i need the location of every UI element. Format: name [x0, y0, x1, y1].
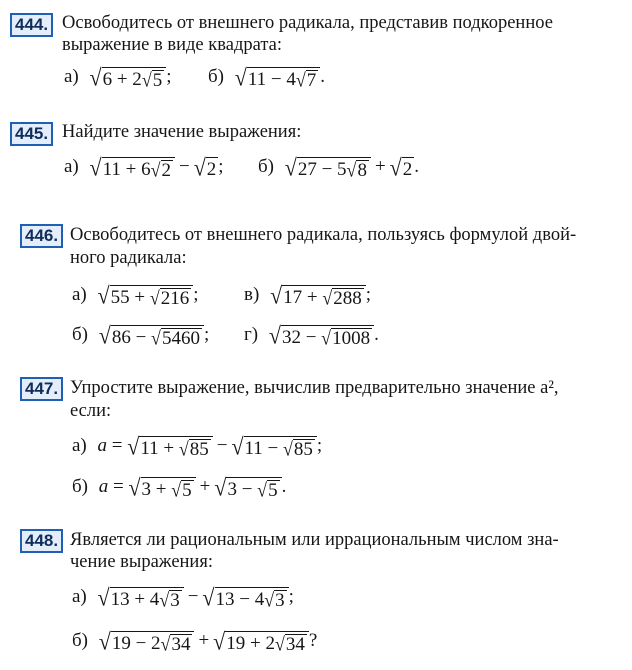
item-a: а) √ 55 + √ 216 ;: [72, 281, 199, 310]
problem-text: если:: [70, 401, 112, 421]
problem-number: 447.: [20, 377, 63, 401]
item-label: б): [72, 324, 88, 345]
item-g: г) √ 32 − √ 1008 .: [244, 321, 379, 350]
item-b: б) √ 86 − √ 5460 ;: [72, 321, 210, 350]
item-label: б): [72, 630, 88, 651]
item-v: в) √ 17 + √ 288 ;: [244, 281, 372, 310]
item-a: а) √ 13 + 4 √ 3 − √ 13 − 4 √ 3 ;: [72, 583, 294, 612]
item-b: б) √ 27 − 5 √ 8 + √ 2 .: [258, 153, 419, 182]
item-a: а) √ 6 + 2 √ 5 ;: [64, 63, 172, 92]
item-a: а) a = √ 11 + √ 85 − √ 11 − √ 85 ;: [72, 432, 323, 461]
problem-text: Упростите выражение, вычислив предварительно значение a²,: [70, 378, 559, 398]
item-label: б): [258, 156, 274, 177]
problem-text: Освободитесь от внешнего радикала, пользуясь формулой двой-: [70, 225, 577, 245]
item-label: а): [72, 284, 87, 305]
item-a: а) √ 11 + 6 √ 2 − √ 2 ;: [64, 153, 224, 182]
item-b: б) a = √ 3 + √ 5 + √ 3 − √ 5 .: [72, 473, 287, 502]
item-b: б) √ 19 − 2 √ 34 + √ 19 + 2 √ 34 ?: [72, 627, 318, 656]
problem-number: 445.: [10, 122, 53, 146]
problem-number: 444.: [10, 13, 53, 37]
item-label: а): [72, 435, 87, 456]
item-label: в): [244, 284, 260, 305]
item-b: б) √ 11 − 4 √ 7 .: [208, 63, 325, 92]
problem-text: выражение в виде квадрата:: [62, 35, 283, 55]
problem-number: 448.: [20, 529, 63, 553]
item-label: б): [208, 66, 224, 87]
item-label: а): [72, 586, 87, 607]
problem-number: 446.: [20, 224, 63, 248]
problem-text: ного радикала:: [70, 248, 187, 268]
item-label: г): [244, 324, 259, 345]
item-label: а): [64, 66, 79, 87]
item-label: б): [72, 476, 88, 497]
problem-text: Освободитесь от внешнего радикала, представив подкоренное: [62, 13, 553, 33]
problem-text: Найдите значение выражения:: [62, 122, 302, 142]
problem-text: Является ли рациональным или иррациональным числом зна-: [70, 530, 559, 550]
item-label: а): [64, 156, 79, 177]
problem-text: чение выражения:: [70, 552, 213, 572]
